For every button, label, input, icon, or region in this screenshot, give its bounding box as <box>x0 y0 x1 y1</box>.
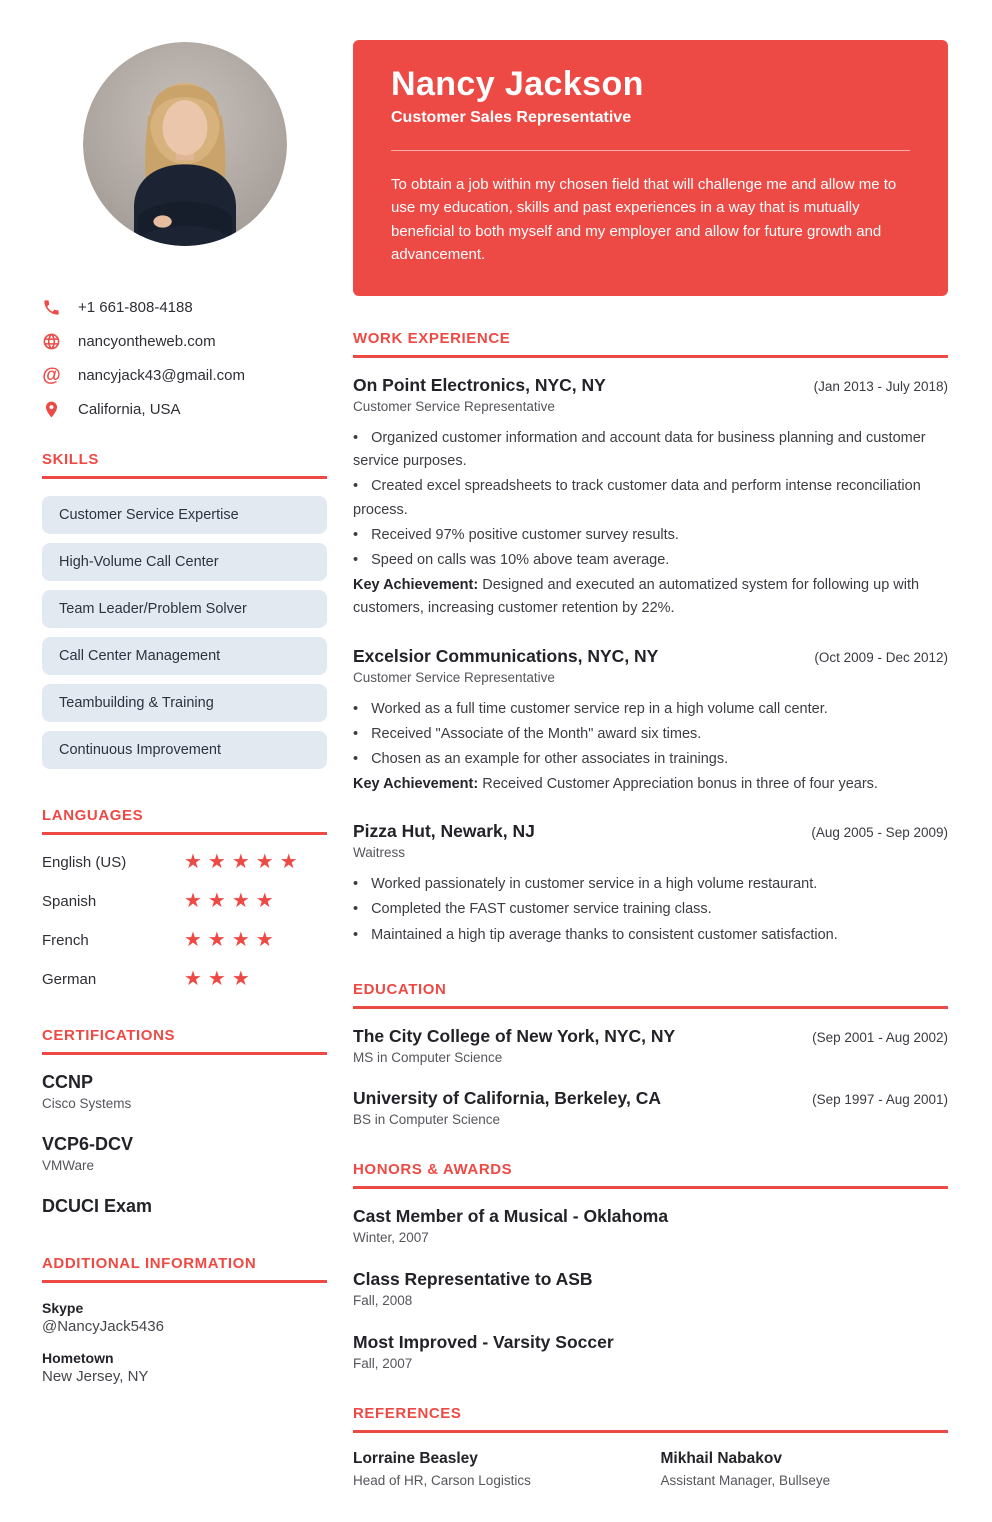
reference-entry <box>353 1450 641 1488</box>
additional-info-list <box>42 1300 327 1385</box>
honor-entry <box>353 1332 948 1371</box>
skill-pill: Customer Service Expertise <box>42 496 327 534</box>
job-header <box>353 646 948 667</box>
job-entry <box>353 646 948 797</box>
job-bullet: • Organized customer information and account data for business planning and customer service purposes. <box>353 427 948 473</box>
job-bullet: • Chosen as an example for other associates in trainings. <box>353 748 948 771</box>
education-entry <box>353 1026 948 1065</box>
job-bullet-list <box>353 427 948 572</box>
honor-entry <box>353 1269 948 1308</box>
job-role: Customer Service Representative <box>353 399 555 414</box>
certifications-list <box>42 1072 327 1217</box>
reference-entry <box>661 1450 949 1488</box>
certification-issuer: Cisco Systems <box>42 1096 132 1111</box>
main-content <box>353 40 948 1522</box>
certification-item <box>42 1134 327 1173</box>
job-bullet: • Worked as a full time customer service rep in a high volume call center. <box>353 698 948 721</box>
additional-info-value: @NancyJack5436 <box>42 1318 164 1335</box>
job-bullet: • Maintained a high tip average thanks to consistent customer satisfaction. <box>353 924 948 947</box>
education-entry <box>353 1088 948 1127</box>
additional-info-value: New Jersey, NY <box>42 1368 149 1385</box>
contact-website-text: nancyontheweb.com <box>78 333 216 350</box>
language-name: French <box>42 931 89 949</box>
honor-entry <box>353 1206 948 1245</box>
job-bullet: • Speed on calls was 10% above team average. <box>353 549 948 572</box>
header-divider <box>391 150 910 151</box>
globe-icon <box>42 332 61 351</box>
pin-icon <box>42 400 61 419</box>
key-achievement-text: Designed and executed an automatized system for following up with customers, increasing customer retention by 22%. <box>353 577 920 617</box>
skill-pill: High-Volume Call Center <box>42 543 327 581</box>
education-entry-header <box>353 1088 948 1109</box>
education-entry-header <box>353 1026 948 1047</box>
honor-title: Cast Member of a Musical - Oklahoma <box>353 1205 669 1226</box>
language-name: Spanish <box>42 892 97 910</box>
star-rating: ★★★★ <box>184 890 280 912</box>
reference-name: Mikhail Nabakov <box>660 1449 782 1467</box>
certification-issuer: VMWare <box>42 1158 95 1173</box>
additional-info-heading: ADDITIONAL INFORMATION <box>42 1255 327 1283</box>
education-section <box>353 981 948 1127</box>
reference-name: Lorraine Beasley <box>353 1449 478 1467</box>
phone-icon <box>42 298 61 317</box>
language-row <box>42 852 327 872</box>
reference-role: Head of HR, Carson Logistics <box>353 1472 531 1488</box>
contact-email <box>42 366 327 385</box>
job-bullet: • Received "Associate of the Month" award six times. <box>353 723 948 746</box>
language-row <box>42 930 327 950</box>
languages-list <box>42 852 327 989</box>
language-row <box>42 969 327 989</box>
skill-pill: Teambuilding & Training <box>42 684 327 722</box>
language-name: German <box>42 970 97 988</box>
job-bullet: • Received 97% positive customer survey results. <box>353 524 948 547</box>
job-role: Customer Service Representative <box>353 669 555 685</box>
additional-info-label: Skype <box>42 1300 84 1316</box>
job-bullet: • Worked passionately in customer service in a high volume restaurant. <box>353 873 948 896</box>
job-entry <box>353 375 948 621</box>
honor-title: Most Improved - Varsity Soccer <box>353 1331 614 1352</box>
header-card <box>353 40 948 296</box>
profile-photo <box>83 42 287 246</box>
profile-photo-illustration <box>83 42 287 246</box>
contact-location <box>42 400 327 419</box>
certification-name: VCP6-DCV <box>42 1134 134 1154</box>
job-company: On Point Electronics, NYC, NY <box>353 375 606 395</box>
skills-heading: SKILLS <box>42 451 327 479</box>
work-experience-section <box>353 330 948 947</box>
contact-phone-text: +1 661-808-4188 <box>78 299 193 316</box>
job-role: Waitress <box>353 845 406 861</box>
star-rating: ★★★ <box>184 968 256 990</box>
education-degree: BS in Computer Science <box>353 1111 501 1127</box>
job-dates: (Oct 2009 - Dec 2012) <box>814 649 948 665</box>
job-bullet: • Completed the FAST customer service training class. <box>353 898 948 921</box>
key-achievement-text: Received Customer Appreciation bonus in three of four years. <box>482 776 878 793</box>
key-achievement <box>353 773 948 796</box>
objective-text: To obtain a job within my chosen field that will challenge me and allow me to use my education, skills and past experiences in a way that is mutually beneficial to both myself and my employer and allow for future growth and advancement. <box>391 176 897 263</box>
honor-title: Class Representative to ASB <box>353 1268 593 1289</box>
additional-info-item <box>42 1300 327 1335</box>
job-company: Excelsior Communications, NYC, NY <box>353 645 659 666</box>
additional-info-label: Hometown <box>42 1350 114 1366</box>
candidate-title: Customer Sales Representative <box>391 109 632 126</box>
job-dates: (Aug 2005 - Sep 2009) <box>811 825 948 841</box>
honors-heading: HONORS & AWARDS <box>353 1161 948 1189</box>
skill-pill: Team Leader/Problem Solver <box>42 590 327 628</box>
star-rating: ★★★★★ <box>184 851 304 873</box>
job-dates: (Jan 2013 - July 2018) <box>813 379 948 394</box>
job-entry <box>353 821 948 947</box>
key-achievement-label: Key Achievement: <box>353 776 479 793</box>
certification-name: CCNP <box>42 1072 94 1092</box>
languages-heading: LANGUAGES <box>42 807 327 835</box>
skills-list <box>42 496 327 769</box>
job-bullet: • Created excel spreadsheets to track customer data and perform intense reconciliation process. <box>353 475 948 521</box>
job-bullet-list <box>353 698 948 772</box>
references-section <box>353 1405 948 1488</box>
certification-item <box>42 1196 327 1217</box>
star-rating: ★★★★ <box>184 929 280 951</box>
language-row <box>42 891 327 911</box>
reference-role: Assistant Manager, Bullseye <box>660 1472 831 1488</box>
honor-date: Fall, 2008 <box>353 1292 413 1308</box>
work-experience-heading: WORK EXPERIENCE <box>353 330 948 358</box>
contact-email-text: nancyjack43@gmail.com <box>78 367 245 384</box>
left-sidebar <box>42 40 327 1522</box>
education-heading: EDUCATION <box>353 981 948 1009</box>
key-achievement <box>353 574 948 620</box>
job-company: Pizza Hut, Newark, NJ <box>353 821 535 842</box>
job-header <box>353 375 948 396</box>
references-heading: REFERENCES <box>353 1405 948 1433</box>
education-degree: MS in Computer Science <box>353 1049 503 1065</box>
job-bullet-list <box>353 873 948 947</box>
job-header <box>353 821 948 842</box>
contact-phone <box>42 298 327 317</box>
honor-date: Fall, 2007 <box>353 1355 413 1371</box>
certifications-heading: CERTIFICATIONS <box>42 1027 327 1055</box>
skill-pill: Call Center Management <box>42 637 327 675</box>
at-icon: @ <box>42 365 61 386</box>
education-school: University of California, Berkeley, CA <box>353 1087 661 1108</box>
honors-section <box>353 1161 948 1371</box>
references-grid <box>353 1450 948 1488</box>
certification-item <box>42 1072 327 1111</box>
candidate-name: Nancy Jackson <box>391 65 644 103</box>
contact-list <box>42 298 327 419</box>
language-name: English (US) <box>42 853 127 871</box>
skill-pill: Continuous Improvement <box>42 731 327 769</box>
education-school: The City College of New York, NYC, NY <box>353 1025 676 1046</box>
certification-name: DCUCI Exam <box>42 1196 153 1216</box>
additional-info-item <box>42 1350 327 1385</box>
honor-date: Winter, 2007 <box>353 1229 429 1245</box>
education-dates: (Sep 2001 - Aug 2002) <box>812 1029 948 1045</box>
contact-location-text: California, USA <box>78 401 181 418</box>
education-dates: (Sep 1997 - Aug 2001) <box>812 1091 948 1107</box>
contact-website <box>42 332 327 351</box>
key-achievement-label: Key Achievement: <box>353 577 479 594</box>
